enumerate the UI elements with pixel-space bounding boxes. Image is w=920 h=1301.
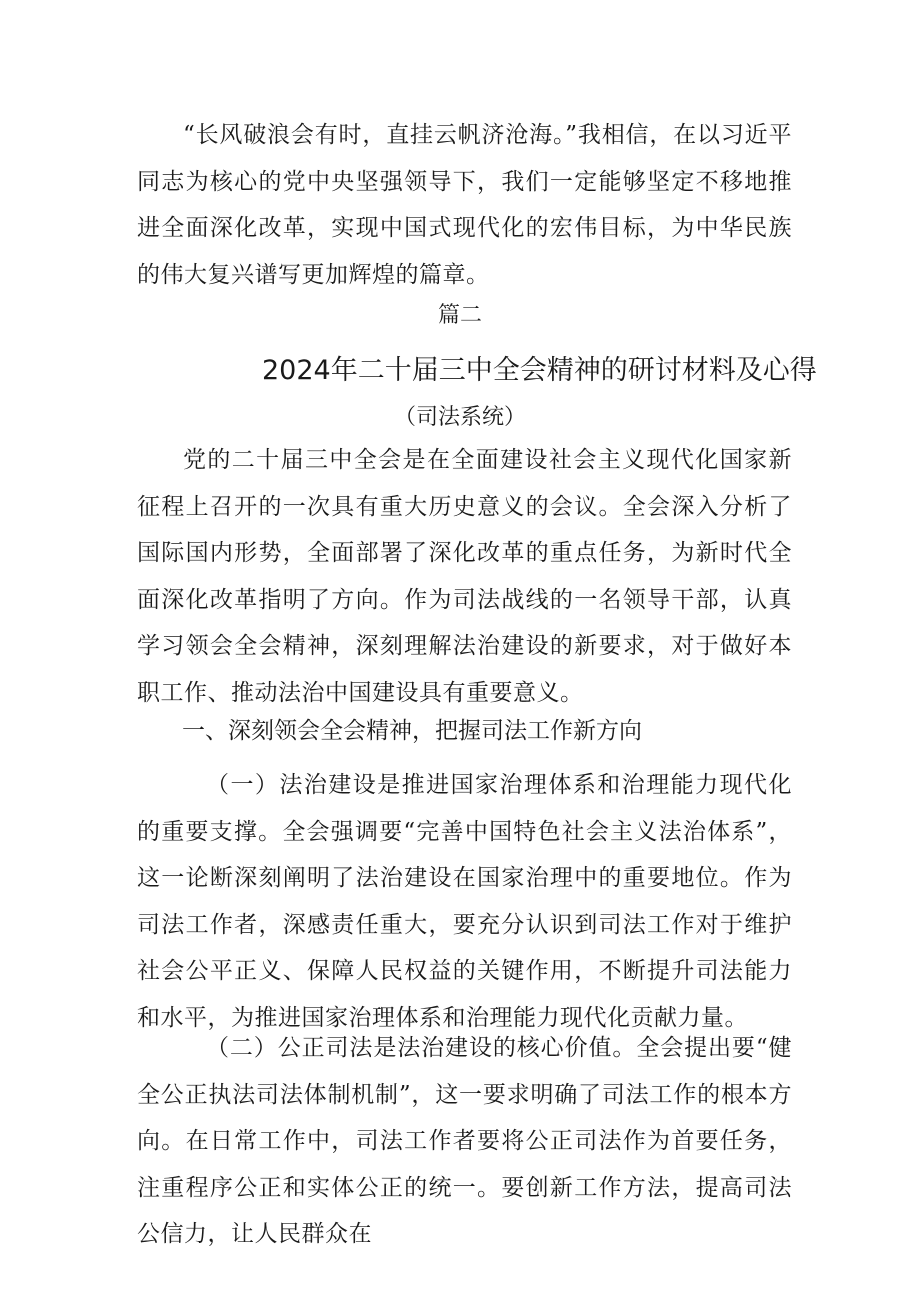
body-paragraph-1: 党的二十届三中全会是在全面建设社会主义现代化国家新征程上召开的一次具有重大历史意义的会议。全会深入分析了国际国内形势，全面部署了深化改革的重点任务，为新时代全面深化改革指明了方向。作为司法战线的一名领导干部，认真学习领会全会精神，深刻理解法治建设的新要求，对于做好本职工作、推动法治中国建设具有重要意义。 (137, 447, 792, 706)
document-subtitle: （司法系统） (393, 405, 526, 430)
subsection-paragraph-1: （一）法治建设是推进国家治理体系和治理能力现代化的重要支撑。全会强调要“完善中国特色社会主义法治体系”，这一论断深刻阐明了法治建设在国家治理中的重要地位。作为司法工作者，深感责任重大，要充分认识到司法工作对于维护社会公平正义、保障人民权益的关键作用，不断提升司法能力和水平，为推进国家治理体系和治理能力现代化贡献力量。 (137, 772, 792, 1031)
section-heading-1: 一、深刻领会全会精神，把握司法工作新方向 (182, 718, 642, 744)
document-title: 2024年二十届三中全会精神的研讨材料及心得 (262, 355, 817, 386)
intro-paragraph: “长风破浪会有时，直挂云帆济沧海。”我相信，在以习近平同志为核心的党中央坚强领导下，我们一定能够坚定不移地推进全面深化改革，实现中国式现代化的宏伟目标，为中华民族的伟大复兴谱写更加辉煌的篇章。 (137, 122, 792, 288)
subsection-paragraph-2: （二）公正司法是法治建设的核心价值。全会提出要“健全公正执法司法体制机制”，这一要求明确了司法工作的根本方向。在日常工作中，司法工作者要将公正司法作为首要任务，注重程序公正和实体公正的统一。要创新工作方法，提高司法公信力，让人民群众在 (137, 1035, 792, 1247)
section-label: 篇二 (437, 303, 482, 328)
